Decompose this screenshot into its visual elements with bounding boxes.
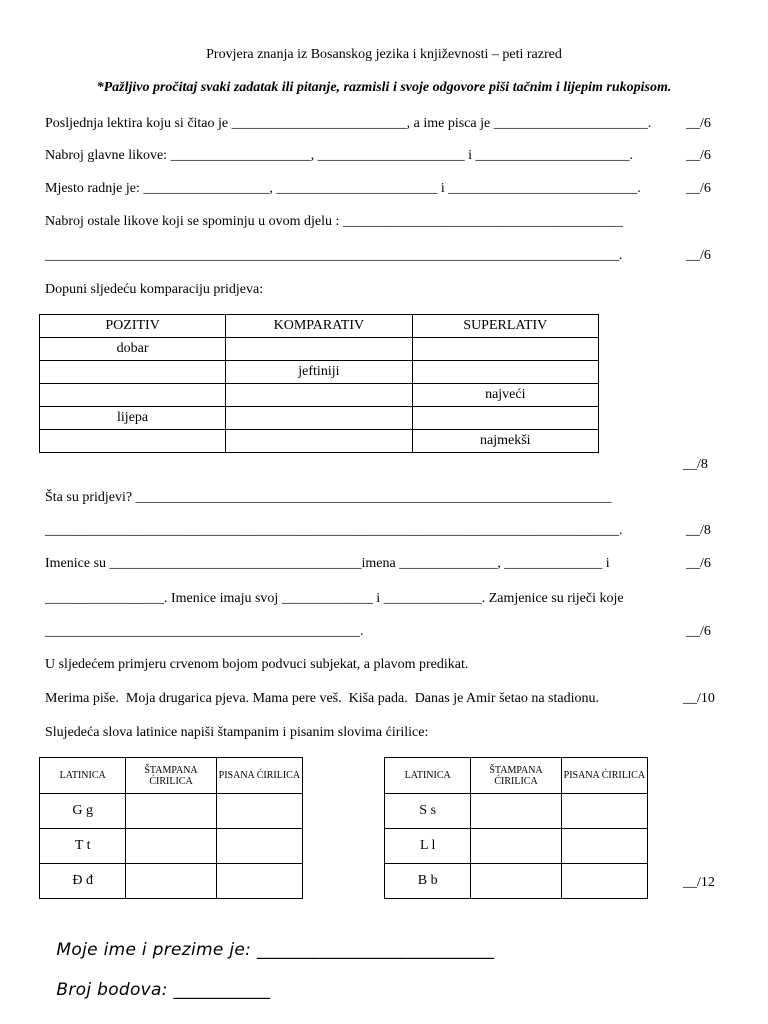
question-cirilica: Slujedeća slova latinice napiši štampanim i pisanim slovima ćirilice: xyxy=(45,725,429,740)
page-title: Provjera znanja iz Bosanskog jezika i književnosti – peti razred xyxy=(206,47,562,62)
header-superlativ: SUPERLATIV xyxy=(412,315,598,338)
score-q4: __/6 xyxy=(686,248,711,263)
header-komparativ: KOMPARATIV xyxy=(226,315,412,338)
question-imenice-line2: _________________. Imenice imaju svoj _____________ i ______________. Zamjenice su riječi koje xyxy=(45,591,624,606)
table-cell[interactable] xyxy=(40,430,226,453)
table-cell[interactable]: lijepa xyxy=(40,407,226,430)
comparison-table xyxy=(39,314,599,453)
question-imenice-line3: _____________________________________________. xyxy=(45,624,364,639)
answer-cell[interactable] xyxy=(471,864,561,899)
table-cell[interactable] xyxy=(226,430,412,453)
question-pridjevi: Šta su pridjevi? ____________________________________________________________________ xyxy=(45,490,612,505)
answer-cell[interactable] xyxy=(126,794,216,829)
answer-cell[interactable] xyxy=(561,829,647,864)
header-latinica: LATINICA xyxy=(385,758,471,794)
table-row xyxy=(40,361,599,384)
table-row xyxy=(385,794,648,829)
cyrillic-table-left xyxy=(39,757,303,899)
score-q5: __/8 xyxy=(683,457,708,472)
table-row xyxy=(40,864,303,899)
table-cell[interactable] xyxy=(226,407,412,430)
table-cell[interactable] xyxy=(40,384,226,407)
answer-cell[interactable] xyxy=(561,794,647,829)
question-ostali-likovi: Nabroj ostale likove koji se spominju u ovom djelu : ________________________________________ xyxy=(45,214,623,229)
table-row xyxy=(385,829,648,864)
question-subjekat-predikat: U sljedećem primjeru crvenom bojom podvuci subjekat, a plavom predikat. xyxy=(45,657,469,672)
answer-cell[interactable] xyxy=(126,864,216,899)
answer-cell[interactable] xyxy=(216,864,302,899)
question-ostali-likovi-line2: __________________________________________________________________________________. xyxy=(45,248,623,263)
table-cell[interactable]: najveći xyxy=(412,384,598,407)
table-row xyxy=(40,430,599,453)
letter-cell: Đ đ xyxy=(40,864,126,899)
question-komparacija: Dopuni sljedeću komparaciju pridjeva: xyxy=(45,282,264,297)
instructions: *Pažljivo pročitaj svaki zadatak ili pitanje, razmisli i svoje odgovore piši tačnim i lijepim rukopisom. xyxy=(96,80,672,95)
table-cell[interactable]: najmekši xyxy=(412,430,598,453)
name-line xyxy=(45,920,494,1000)
question-mjesto-radnje: Mjesto radnje je: __________________, _______________________ i ___________________________. xyxy=(45,181,641,196)
letter-cell: T t xyxy=(40,829,126,864)
header-pisana: PISANA ĆIRILICA xyxy=(216,758,302,794)
score-q6: __/8 xyxy=(686,523,711,538)
table-cell[interactable]: jeftiniji xyxy=(226,361,412,384)
letter-cell: G g xyxy=(40,794,126,829)
table-cell[interactable] xyxy=(40,361,226,384)
score-q7a: __/6 xyxy=(686,556,711,571)
answer-cell[interactable] xyxy=(126,829,216,864)
table-row xyxy=(40,407,599,430)
table-cell[interactable] xyxy=(412,361,598,384)
table-row xyxy=(40,384,599,407)
table-cell[interactable] xyxy=(226,338,412,361)
answer-cell[interactable] xyxy=(216,794,302,829)
table-cell[interactable] xyxy=(412,407,598,430)
answer-cell[interactable] xyxy=(471,794,561,829)
answer-cell[interactable] xyxy=(561,864,647,899)
header-pisana: PISANA ĆIRILICA xyxy=(561,758,647,794)
question-glavni-likovi: Nabroj glavne likove: ____________________, _____________________ i ______________________. xyxy=(45,148,633,163)
table-cell[interactable] xyxy=(412,338,598,361)
header-pozitiv: POZITIV xyxy=(40,315,226,338)
question-pridjevi-line2: __________________________________________________________________________________. xyxy=(45,523,623,538)
table-row xyxy=(40,829,303,864)
cyrillic-table-right xyxy=(384,757,648,899)
letter-cell: S s xyxy=(385,794,471,829)
table-row xyxy=(40,338,599,361)
header-latinica: LATINICA xyxy=(40,758,126,794)
header-stampana: ŠTAMPANA ĆIRILICA xyxy=(471,758,561,794)
table-cell[interactable] xyxy=(226,384,412,407)
name-label: Moje ime i prezime je: ___________________________ xyxy=(56,940,495,960)
question-lektira: Posljednja lektira koju si čitao je _________________________, a ime pisca je ______________________. xyxy=(45,116,652,131)
table-row xyxy=(385,864,648,899)
header-stampana: ŠTAMPANA ĆIRILICA xyxy=(126,758,216,794)
question-imenice: Imenice su ____________________________________imena ______________, ______________ i xyxy=(45,556,610,571)
letter-cell: L l xyxy=(385,829,471,864)
table-cell[interactable]: dobar xyxy=(40,338,226,361)
table-row xyxy=(40,794,303,829)
score-q2: __/6 xyxy=(686,148,711,163)
answer-cell[interactable] xyxy=(471,829,561,864)
score-q1: __/6 xyxy=(686,116,711,131)
score-q3: __/6 xyxy=(686,181,711,196)
example-sentences: Merima piše. Moja drugarica pjeva. Mama pere veš. Kiša pada. Danas je Amir šetao na stadionu. xyxy=(45,691,599,706)
points-label: Broj bodova: ___________ xyxy=(56,980,271,1000)
answer-cell[interactable] xyxy=(216,829,302,864)
letter-cell: B b xyxy=(385,864,471,899)
score-q9: __/12 xyxy=(683,875,715,890)
score-q8: __/10 xyxy=(683,691,715,706)
score-q7b: __/6 xyxy=(686,624,711,639)
